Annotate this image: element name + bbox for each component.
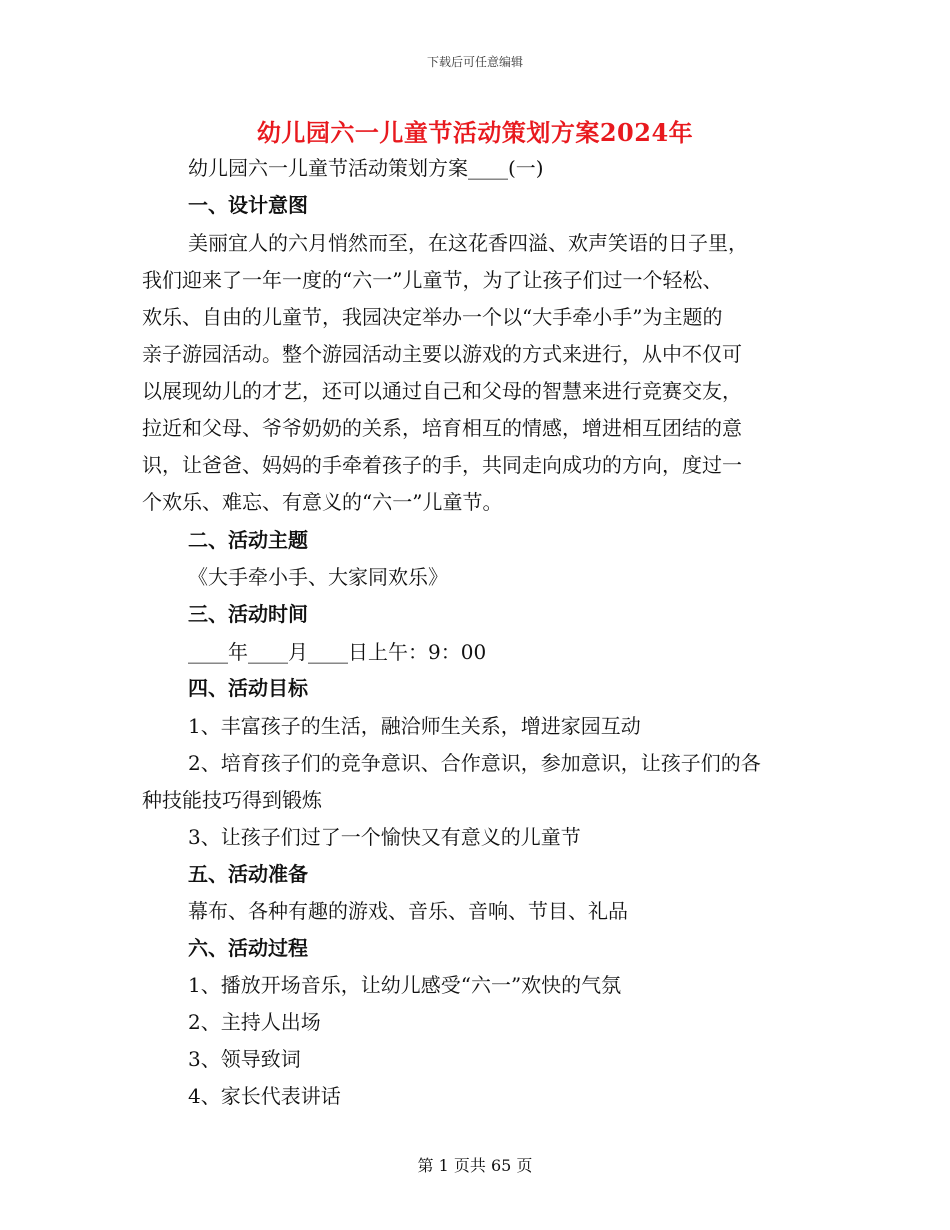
time-text: ____年____月____日上午：9：00 [188, 640, 487, 664]
paragraph-line: 识，让爸爸、妈妈的手牵着孩子的手，共同走向成功的方向，度过一 [142, 453, 742, 477]
page-header-note: 下载后可任意编辑 [426, 55, 523, 69]
preparation-text: 幕布、各种有趣的游戏、音乐、音响、节目、礼品 [188, 899, 628, 923]
paragraph-line: 美丽宜人的六月悄然而至，在这花香四溢、欢声笑语的日子里， [188, 231, 748, 255]
paragraph-line: 欢乐、自由的儿童节，我园决定举办一个以“大手牵小手”为主题的 [142, 305, 723, 329]
section-heading-process: 六、活动过程 [188, 936, 308, 960]
paragraph-line: 拉近和父母、爷爷奶奶的关系，培育相互的情感，增进相互团结的意 [142, 416, 742, 440]
paragraph-line: 我们迎来了一年一度的“六一”儿童节，为了让孩子们过一个轻松、 [142, 268, 723, 292]
list-item: 3、领导致词 [188, 1047, 301, 1071]
list-item: 1、丰富孩子的生活，融洽师生关系，增进家园互动 [188, 714, 641, 738]
subtitle: 幼儿园六一儿童节活动策划方案____(一) [188, 156, 544, 180]
paragraph-line: 个欢乐、难忘、有意义的“六一”儿童节。 [142, 490, 503, 514]
theme-text: 《大手牵小手、大家同欢乐》 [188, 565, 448, 589]
list-item-continuation: 种技能技巧得到锻炼 [142, 788, 322, 812]
paragraph-line: 亲子游园活动。整个游园活动主要以游戏的方式来进行，从中不仅可 [142, 342, 742, 366]
page-footer: 第 1 页共 65 页 [417, 1156, 533, 1175]
section-heading-design-intent: 一、设计意图 [188, 193, 308, 217]
paragraph-line: 以展现幼儿的才艺，还可以通过自己和父母的智慧来进行竞赛交友， [142, 379, 742, 403]
section-heading-preparation: 五、活动准备 [188, 862, 308, 886]
document-title: 幼儿园六一儿童节活动策划方案2024年 [256, 118, 694, 147]
list-item: 3、让孩子们过了一个愉快又有意义的儿童节 [188, 825, 581, 849]
list-item: 2、主持人出场 [188, 1010, 321, 1034]
section-heading-theme: 二、活动主题 [188, 528, 308, 552]
list-item: 4、家长代表讲话 [188, 1084, 341, 1108]
list-item: 2、培育孩子们的竞争意识、合作意识，参加意识，让孩子们的各 [188, 751, 761, 775]
section-heading-time: 三、活动时间 [188, 602, 308, 626]
section-heading-goals: 四、活动目标 [188, 676, 308, 700]
list-item: 1、播放开场音乐，让幼儿感受“六一”欢快的气氛 [188, 973, 622, 997]
